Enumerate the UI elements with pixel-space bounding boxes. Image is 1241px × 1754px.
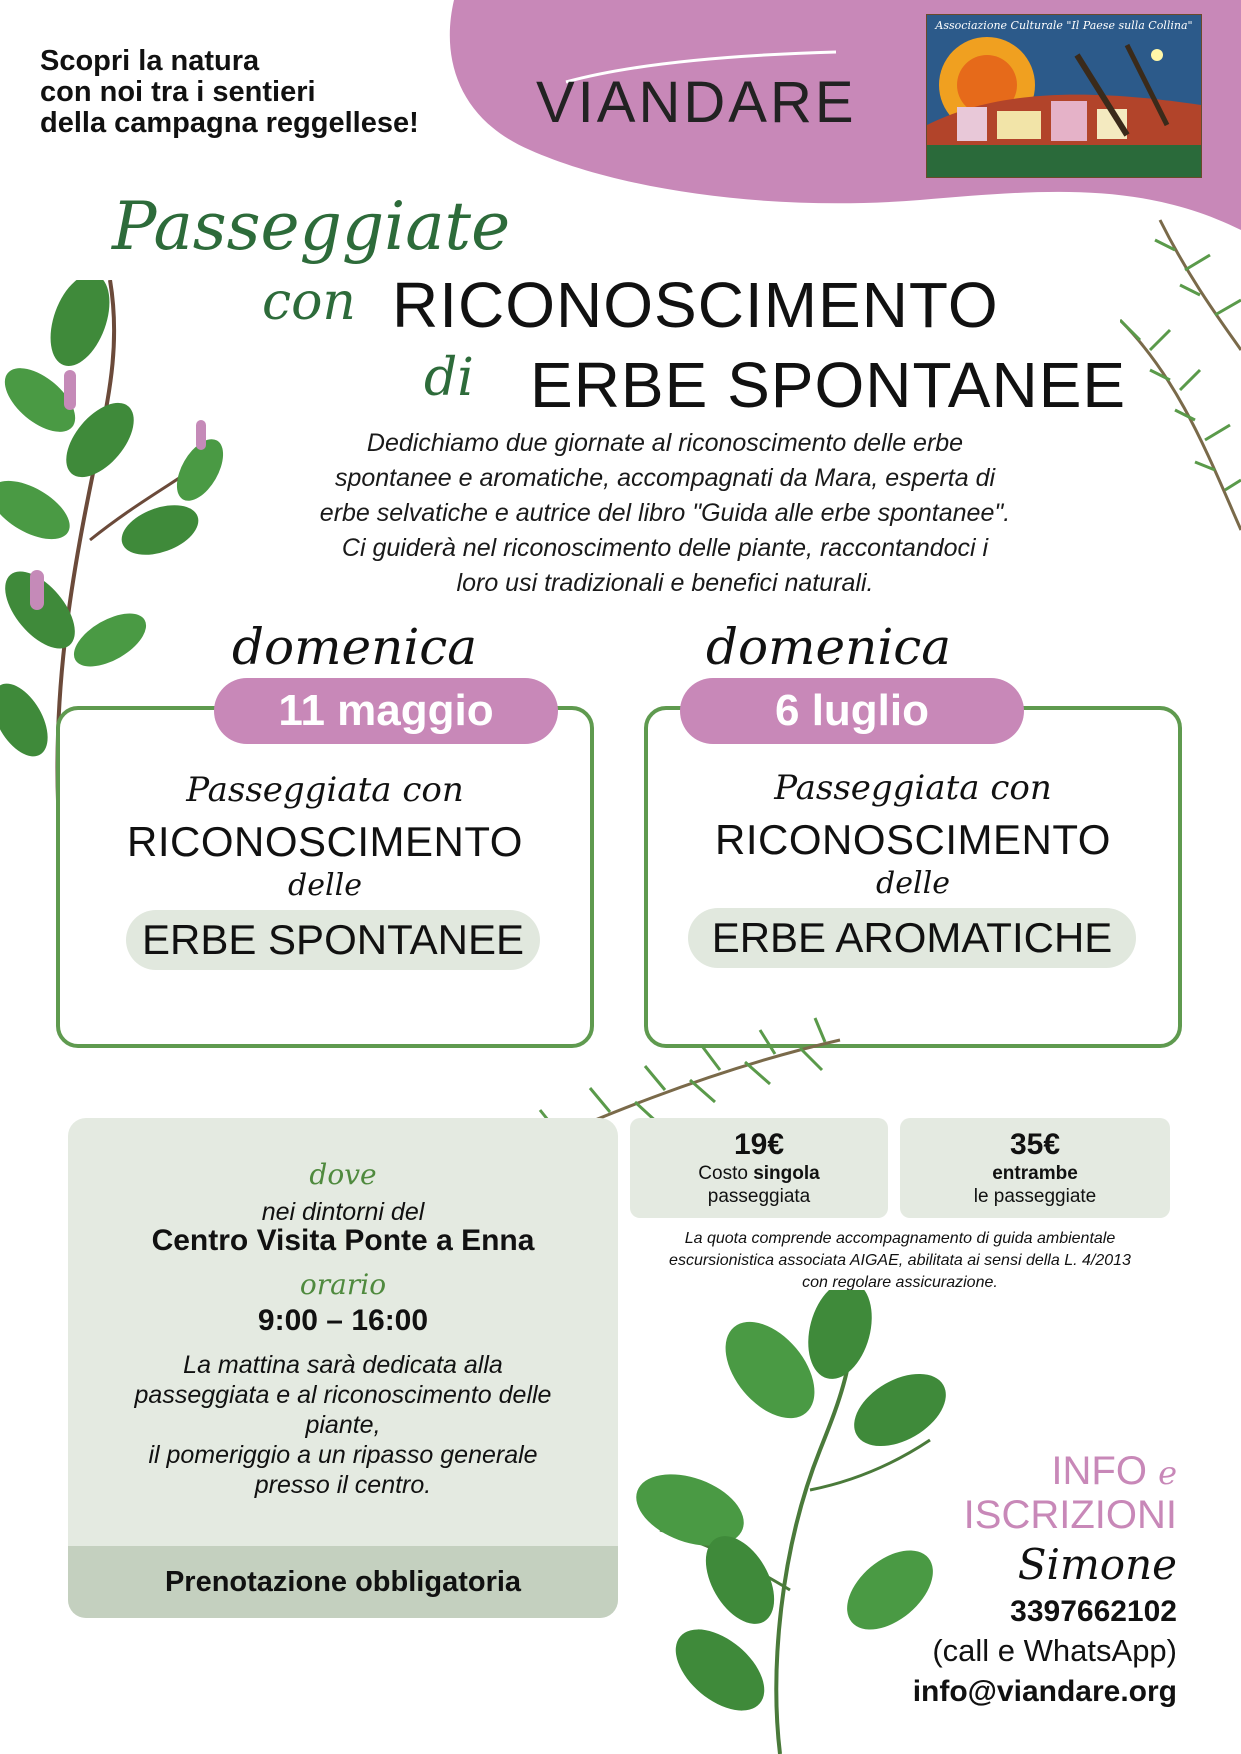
time-label: orario	[299, 1268, 387, 1301]
desc-line: passeggiata e al riconoscimento delle	[134, 1381, 552, 1409]
event-2-line1: Passeggiata con	[774, 768, 1052, 808]
info-heading	[913, 1450, 1177, 1536]
rosemary-right-icon	[1120, 200, 1241, 560]
price-single-line2: passeggiata	[707, 1186, 811, 1207]
contact-email[interactable]: info@viandare.org	[912, 1675, 1177, 1708]
desc-line: La mattina sarà dedicata alla	[183, 1351, 503, 1379]
info-word: INFO	[1051, 1449, 1147, 1493]
event-date-2: 6 luglio	[680, 678, 1024, 744]
event-1-line2: RICONOSCIMENTO	[127, 818, 523, 865]
intro-line: spontanee e aromatiche, accompagnati da Mara, esperta di	[334, 464, 996, 492]
event-date-1: 11 maggio	[214, 678, 558, 744]
event-2-line2: RICONOSCIMENTO	[715, 816, 1111, 863]
price-both-bold: entrambe	[992, 1163, 1078, 1184]
intro-line: Ci guiderà nel riconoscimento delle piante, raccontandoci i	[341, 534, 989, 562]
info-and: e	[1158, 1454, 1177, 1492]
iscrizioni-word: ISCRIZIONI	[963, 1493, 1177, 1537]
price-both	[900, 1118, 1170, 1218]
contact-name: Simone	[1017, 1540, 1177, 1589]
title-erbe-spontanee: ERBE SPONTANEE	[530, 349, 1127, 421]
event-1-line3: delle	[288, 868, 362, 903]
price-note-line: La quota comprende accompagnamento di guida ambientale	[684, 1230, 1116, 1247]
association-label: Associazione Culturale "Il Paese sulla Collina"	[935, 19, 1193, 32]
event-day-1: domenica	[232, 618, 478, 676]
desc-line: presso il centro.	[254, 1471, 432, 1499]
tagline-line: della campagna reggellese!	[40, 107, 419, 139]
where-place: Centro Visita Ponte a Enna	[151, 1224, 535, 1257]
price-single-amount: 19€	[733, 1128, 785, 1161]
event-1-topic: ERBE SPONTANEE	[126, 910, 540, 970]
price-single-sub	[630, 1162, 888, 1185]
tagline-line: Scopri la natura	[40, 45, 260, 77]
booking-required: Prenotazione obbligatoria	[68, 1546, 618, 1618]
brand-name: VIANDARE	[536, 70, 857, 135]
contact-block	[913, 1450, 1177, 1709]
price-note-line: escursionistica associata AIGAE, abilitata ai sensi della L. 4/2013	[669, 1252, 1131, 1269]
desc-line: il pomeriggio a un ripasso generale	[148, 1441, 538, 1469]
contact-phone[interactable]: 3397662102	[1010, 1595, 1177, 1628]
tagline-line: con noi tra i sentieri	[40, 76, 316, 108]
event-2-line3: delle	[876, 866, 950, 901]
price-single-plain: Costo	[698, 1163, 754, 1184]
price-both-sub	[900, 1162, 1170, 1185]
association-artwork	[926, 14, 1202, 178]
tagline	[40, 46, 419, 139]
intro-line: Dedichiamo due giornate al riconoscimento delle erbe	[366, 429, 964, 457]
title-script-passeggiate: Passeggiate	[112, 188, 511, 265]
title-riconoscimento: RICONOSCIMENTO	[392, 269, 999, 341]
time-value: 9:00 – 16:00	[257, 1304, 429, 1337]
price-both-amount: 35€	[1009, 1128, 1061, 1161]
price-note-line: con regolare assicurazione.	[802, 1274, 998, 1291]
contact-channels: (call e WhatsApp)	[932, 1633, 1177, 1668]
title-script-di: di	[424, 348, 474, 408]
event-day-2: domenica	[706, 618, 952, 676]
info-panel	[68, 1118, 618, 1618]
price-single-bold: singola	[753, 1163, 820, 1184]
price-single	[630, 1118, 888, 1218]
price-note	[630, 1228, 1170, 1294]
intro-text	[270, 426, 1060, 601]
intro-line: loro usi tradizionali e benefici naturali.	[456, 569, 874, 597]
basil-plant-icon	[630, 1290, 950, 1754]
where-label: dove	[309, 1158, 377, 1191]
day-description	[90, 1350, 596, 1500]
viandare-logo	[536, 40, 876, 140]
desc-line: piante,	[305, 1411, 381, 1439]
event-2-topic: ERBE AROMATICHE	[688, 908, 1136, 968]
intro-line: erbe selvatiche e autrice del libro "Guida alle erbe spontanee".	[319, 499, 1011, 527]
price-both-line2: le passeggiate	[973, 1186, 1097, 1207]
title-script-con: con	[262, 272, 356, 332]
where-near: nei dintorni del	[261, 1198, 425, 1226]
event-1-line1: Passeggiata con	[186, 770, 464, 810]
